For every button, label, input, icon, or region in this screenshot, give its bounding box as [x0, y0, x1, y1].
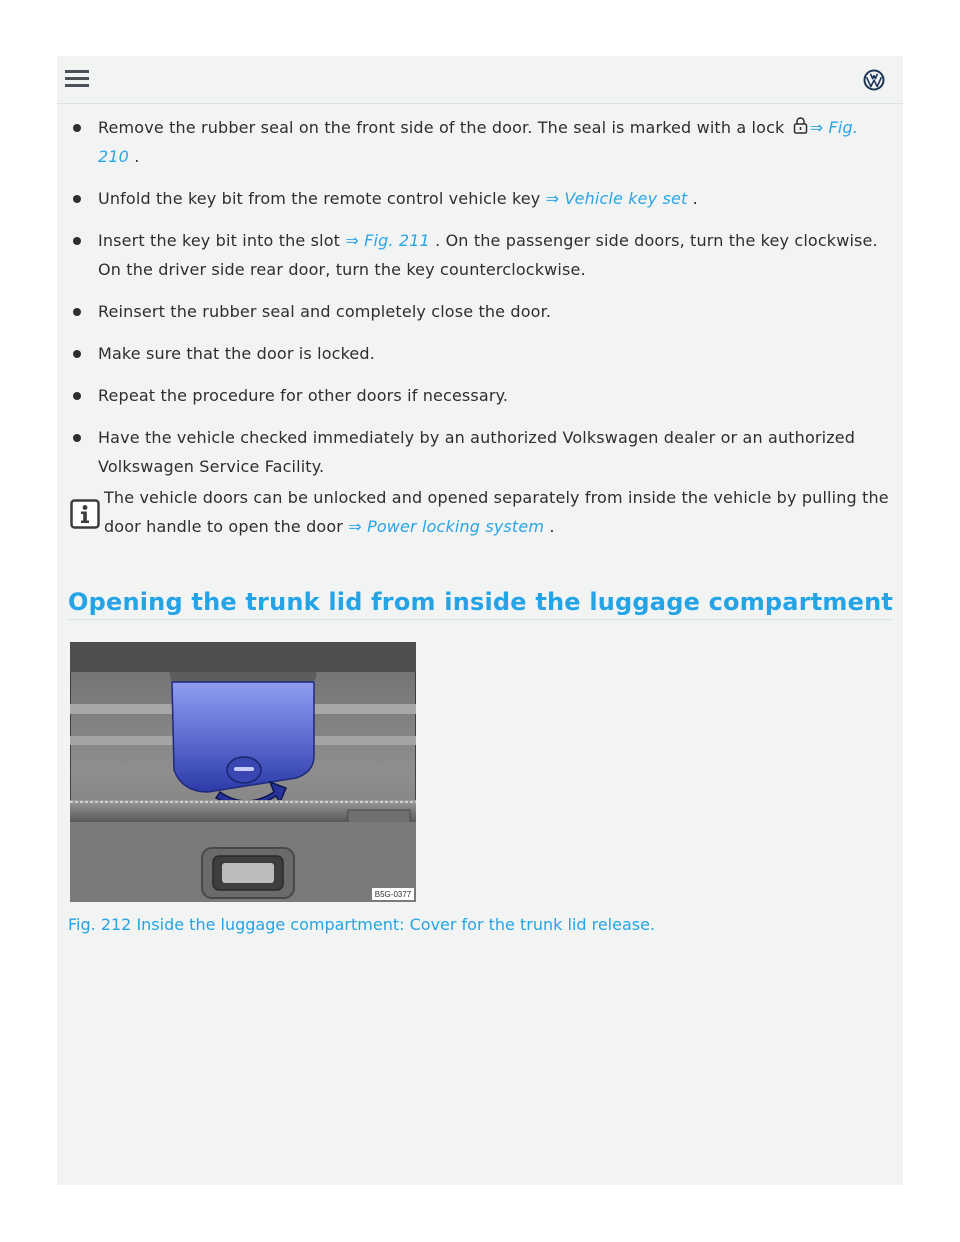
- power-locking-system-link[interactable]: ⇒ Power locking system: [348, 517, 545, 536]
- vw-logo-icon[interactable]: [863, 69, 885, 91]
- top-bar: [57, 56, 903, 104]
- step-item: [57, 297, 903, 326]
- step-suffix: . On the passenger side doors, turn the key clockwise. On the driver side rear door, turn the key counterclockwise.: [98, 231, 878, 279]
- step-text: Reinsert the rubber seal and completely close the door.: [98, 302, 552, 321]
- section-title: Opening the trunk lid from inside the luggage compartment: [68, 588, 894, 616]
- step-item: [57, 113, 903, 171]
- vehicle-key-set-link[interactable]: ⇒ Vehicle key set: [545, 189, 688, 208]
- info-icon: [70, 499, 100, 529]
- hamburger-menu-icon[interactable]: [65, 68, 89, 88]
- lock-icon: [793, 117, 808, 134]
- figure-caption: Fig. 212 Inside the luggage compartment: Cover for the trunk lid release.: [68, 915, 656, 934]
- note-text: [104, 483, 894, 541]
- step-item: [57, 423, 903, 481]
- step-text: Repeat the procedure for other doors if necessary.: [98, 386, 509, 405]
- figure-code: B5G-0377: [374, 890, 412, 899]
- step-suffix: .: [687, 189, 698, 208]
- step-text: Unfold the key bit from the remote control vehicle key: [98, 189, 546, 208]
- step-item: [57, 184, 903, 213]
- note-body: The vehicle doors can be unlocked and opened separately from inside the vehicle by pulling the door handle to open the door: [104, 488, 889, 536]
- step-suffix: .: [129, 147, 140, 166]
- fig-211-link[interactable]: ⇒ Fig. 211: [345, 231, 430, 250]
- section-divider: [68, 619, 892, 620]
- step-item: [57, 339, 903, 368]
- step-text: Have the vehicle checked immediately by an authorized Volkswagen dealer or an authorized Volkswagen Service Facility.: [98, 428, 856, 476]
- step-list: [57, 103, 903, 494]
- fig-210-link[interactable]: ⇒ Fig. 210: [98, 118, 858, 166]
- step-text: Insert the key bit into the slot: [98, 231, 346, 250]
- trunk-lid-release-figure: [70, 642, 416, 902]
- page-panel: [57, 56, 903, 1185]
- note-suffix: .: [544, 517, 555, 536]
- step-item: [57, 226, 903, 284]
- step-item: [57, 381, 903, 410]
- step-text: Remove the rubber seal on the front side of the door. The seal is marked with a lock: [98, 118, 785, 137]
- step-text: Make sure that the door is locked.: [98, 344, 375, 363]
